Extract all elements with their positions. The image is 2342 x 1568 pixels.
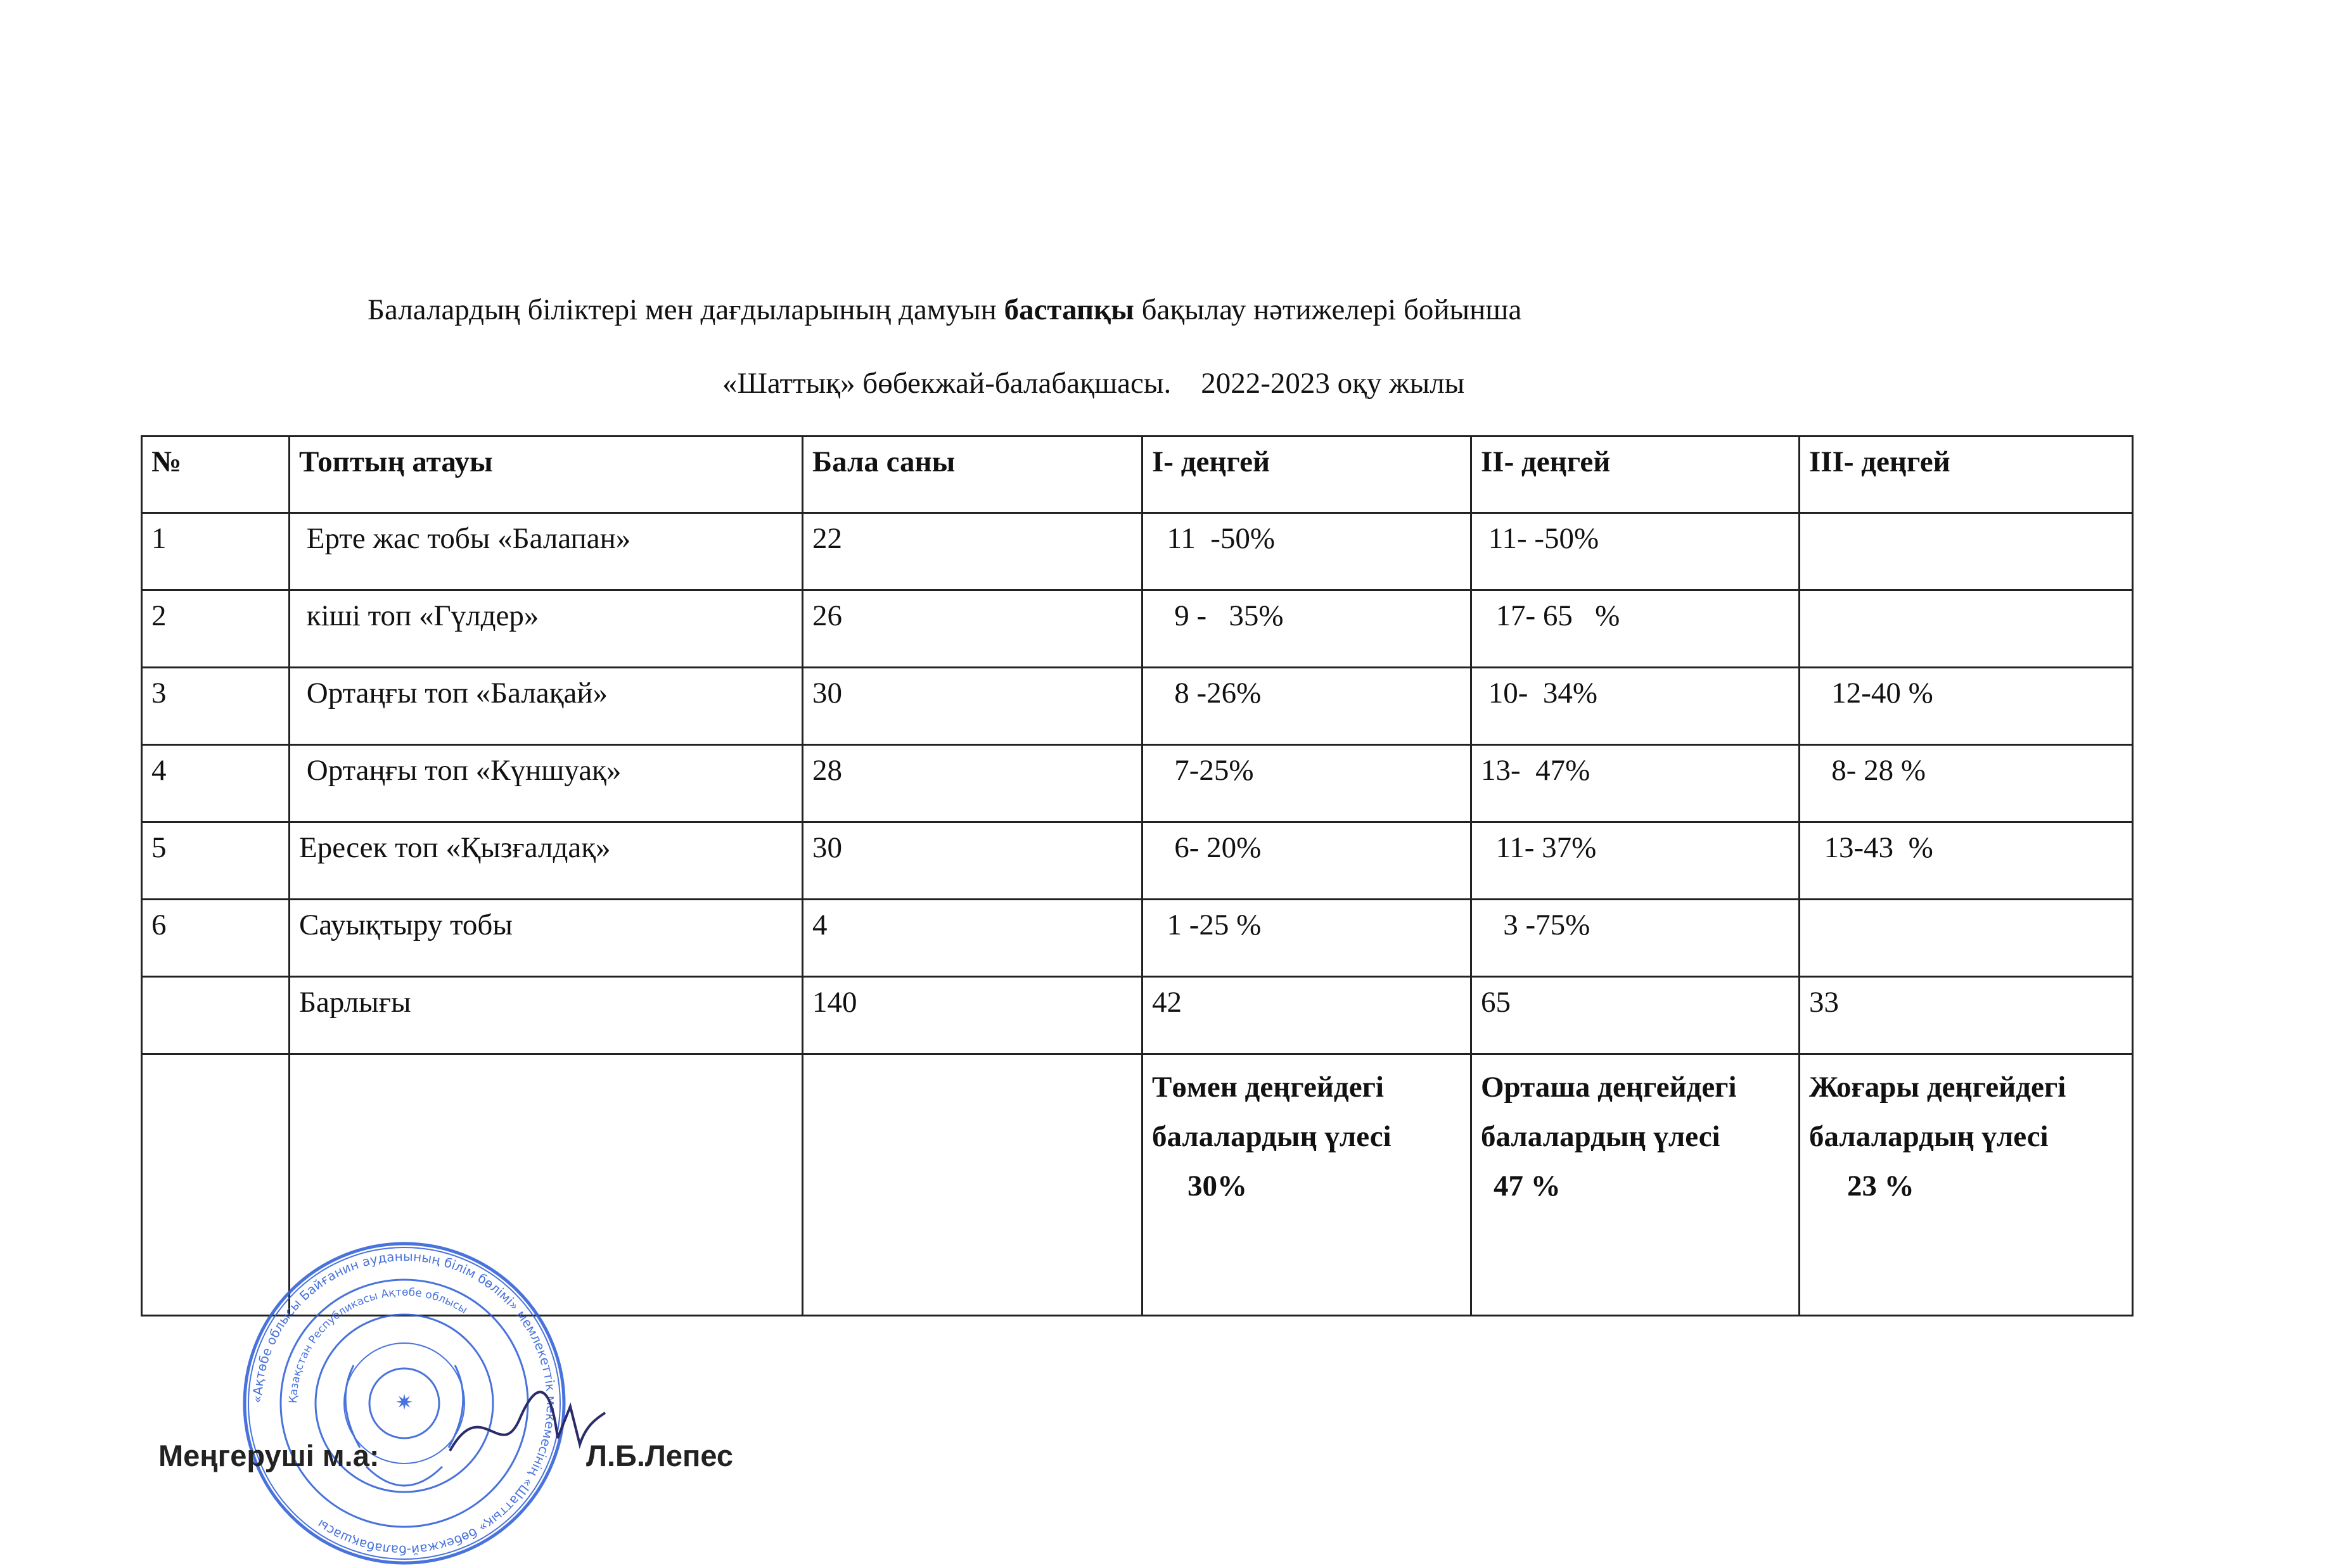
- handwritten-signature: [444, 1381, 608, 1470]
- summary-high-share: [1800, 1054, 2133, 1316]
- cell-level-1: 6- 20%: [1142, 822, 1471, 900]
- table-row: [142, 745, 2133, 822]
- cell-group-name: Сауықтыру тобы: [290, 900, 803, 977]
- summary-mid-share: [1471, 1054, 1800, 1316]
- cell-number: 2: [142, 590, 290, 668]
- summary-high-label: Жоғары деңгейдегі балалардың үлесі: [1809, 1071, 2066, 1153]
- signature-name: Л.Б.Лепес: [586, 1439, 734, 1472]
- cell-level-2: 13- 47%: [1471, 745, 1800, 822]
- table-body: [142, 513, 2133, 1316]
- table-row: [142, 900, 2133, 977]
- cell-child-count: 30: [803, 668, 1142, 745]
- cell-group-name: Ортаңғы топ «Күншуақ»: [290, 745, 803, 822]
- header-level-3: ІІІ- деңгей: [1800, 437, 2133, 513]
- stamp-inner-text: Қазақстан Республикасы Ақтөбе облысы: [286, 1285, 470, 1404]
- cell-number: 6: [142, 900, 290, 977]
- cell-number: 4: [142, 745, 290, 822]
- cell-group-name: кіші топ «Гүлдер»: [290, 590, 803, 668]
- header-level-2: ІІ- деңгей: [1471, 437, 1800, 513]
- cell-child-count: 28: [803, 745, 1142, 822]
- cell-level-1: 42: [1142, 977, 1471, 1054]
- cell-child-count: 30: [803, 822, 1142, 900]
- stamp-outer-text: «Ақтөбе облысы Байғанин ауданының білім бөлімі» мемлекеттік мекемесінің «Шаттық» бөбекжай-балабақшасы: [249, 1248, 560, 1558]
- table-row: [142, 513, 2133, 590]
- document-title-line-2: «Шаттық» бөбекжай-балабақшасы. 2022-2023 оқу жылы: [722, 367, 1465, 400]
- cell-level-3: [1800, 513, 2133, 590]
- summary-low-value: 30%: [1187, 1170, 1247, 1202]
- cell-group-name: Ересек топ «Қызғалдақ»: [290, 822, 803, 900]
- cell-level-1: 11 -50%: [1142, 513, 1471, 590]
- cell-number: [142, 977, 290, 1054]
- summary-high-value: 23 %: [1847, 1170, 1914, 1202]
- cell-level-2: 3 -75%: [1471, 900, 1800, 977]
- cell-level-3: [1800, 900, 2133, 977]
- cell-level-1: 8 -26%: [1142, 668, 1471, 745]
- cell-child-count: 26: [803, 590, 1142, 668]
- cell-level-3: 13-43 %: [1800, 822, 2133, 900]
- header-group-name: Топтың атауы: [290, 437, 803, 513]
- table-row: [142, 977, 2133, 1054]
- summary-mid-value: 47 %: [1494, 1170, 1561, 1202]
- cell-number: 5: [142, 822, 290, 900]
- svg-text:✷: ✷: [395, 1390, 414, 1415]
- cell-child-count: 4: [803, 900, 1142, 977]
- table-row: [142, 590, 2133, 668]
- summary-low-label: Төмен деңгейдегі балалардың үлесі: [1152, 1071, 1392, 1153]
- cell-level-1: 1 -25 %: [1142, 900, 1471, 977]
- signature-position: Меңгеруші м.а:: [158, 1439, 380, 1472]
- cell-group-name: Ортаңғы топ «Балақай»: [290, 668, 803, 745]
- table-row: [142, 668, 2133, 745]
- title-text-bold: бастапқы: [1004, 293, 1134, 326]
- cell-child-count: 22: [803, 513, 1142, 590]
- header-child-count: Бала саны: [803, 437, 1142, 513]
- cell-level-1: 7-25%: [1142, 745, 1471, 822]
- results-table: [141, 435, 2134, 1316]
- cell-level-2: 11- 37%: [1471, 822, 1800, 900]
- cell-group-name: Ерте жас тобы «Балапан»: [290, 513, 803, 590]
- summary-mid-label: Орташа деңгейдегі балалардың үлесі: [1481, 1071, 1737, 1153]
- document-title-line-1: [368, 293, 1521, 327]
- cell-level-2: 10- 34%: [1471, 668, 1800, 745]
- cell-level-3: 33: [1800, 977, 2133, 1054]
- summary-low-share: [1142, 1054, 1471, 1316]
- cell-number: 1: [142, 513, 290, 590]
- cell-level-2: 11- -50%: [1471, 513, 1800, 590]
- summary-empty-cell: [803, 1054, 1142, 1316]
- cell-level-2: 17- 65 %: [1471, 590, 1800, 668]
- header-number: №: [142, 437, 290, 513]
- cell-level-3: [1800, 590, 2133, 668]
- title-text-end: бақылау нәтижелері бойынша: [1134, 293, 1522, 326]
- cell-level-3: 8- 28 %: [1800, 745, 2133, 822]
- cell-level-1: 9 - 35%: [1142, 590, 1471, 668]
- title-text-start: Балалардың біліктері мен дағдыларының дамуын: [368, 293, 1004, 326]
- cell-number: 3: [142, 668, 290, 745]
- cell-group-name: Барлығы: [290, 977, 803, 1054]
- cell-child-count: 140: [803, 977, 1142, 1054]
- table-row: [142, 822, 2133, 900]
- cell-level-3: 12-40 %: [1800, 668, 2133, 745]
- cell-level-2: 65: [1471, 977, 1800, 1054]
- table-header-row: [142, 437, 2133, 513]
- header-level-1: І- деңгей: [1142, 437, 1471, 513]
